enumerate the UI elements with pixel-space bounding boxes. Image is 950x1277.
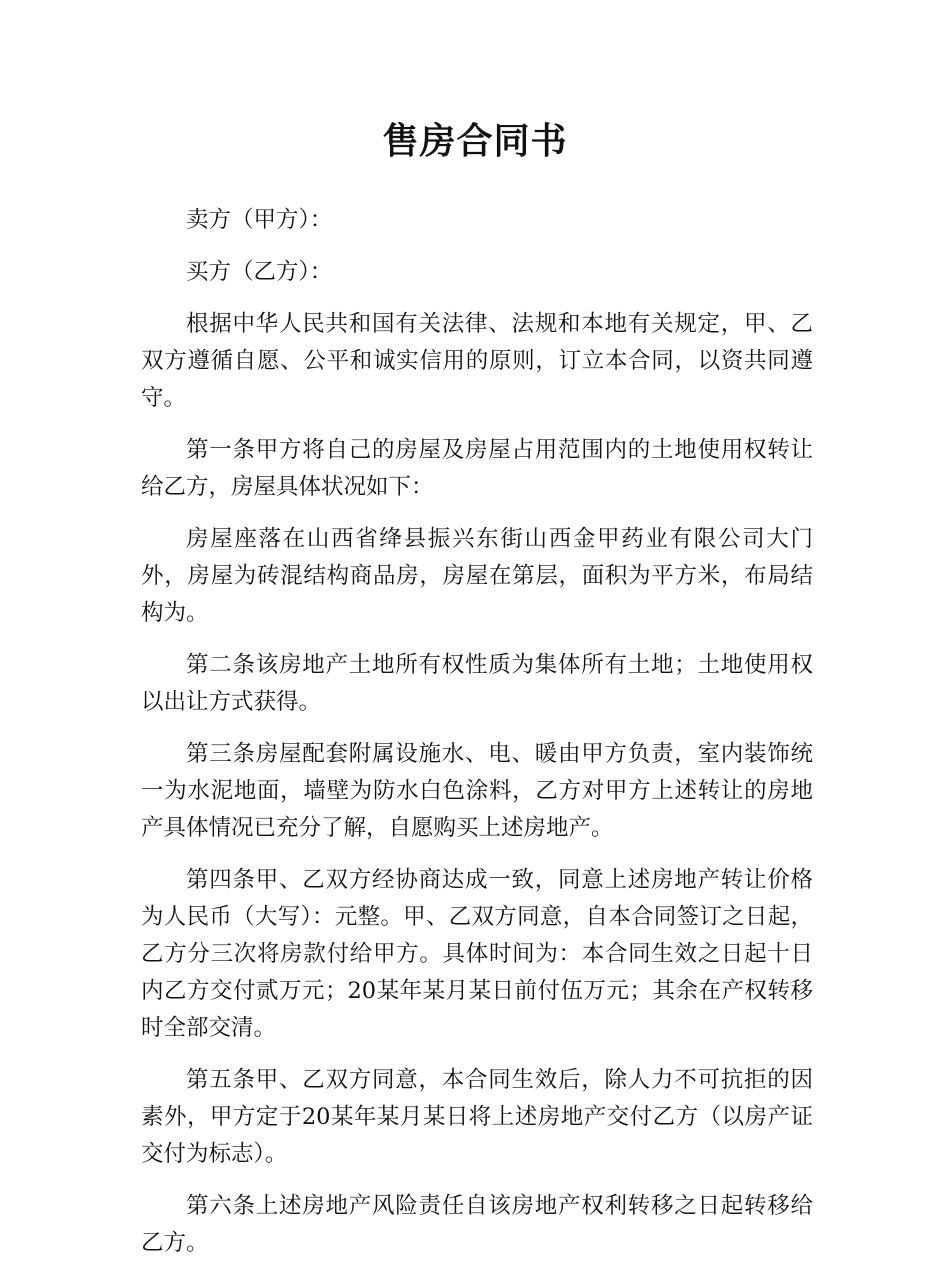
article-4-paragraph: 第四条甲、乙双方经协商达成一致，同意上述房地产转让价格为人民币（大写）：元整。甲、乙双方同意，自本合同签订之日起，乙方分三次将房款付给甲方。具体时间为：本合同生效之日起十日内乙方交付贰万元；20某年某月某日前付伍万元；其余在产权转移时全部交清。 (141, 867, 813, 1041)
buyer-line: 买方（乙方）： (186, 259, 333, 285)
document-title: 售房合同书 (382, 121, 568, 162)
property-location-paragraph: 房屋座落在山西省绛县振兴东街山西金甲药业有限公司大门外，房屋为砖混结构商品房，房屋在第层，面积为平方米，布局结构为。 (141, 526, 813, 626)
article-1-paragraph: 第一条甲方将自己的房屋及房屋占用范围内的土地使用权转让给乙方，房屋具体状况如下： (141, 437, 813, 500)
article-2-paragraph: 第二条该房地产土地所有权性质为集体所有土地；土地使用权以出让方式获得。 (141, 652, 813, 715)
seller-line: 卖方（甲方）： (186, 207, 333, 233)
article-6-paragraph: 第六条上述房地产风险责任自该房地产权利转移之日起转移给乙方。 (141, 1193, 813, 1256)
document-body (141, 202, 813, 1277)
article-3-paragraph: 第三条房屋配套附属设施水、电、暖由甲方负责，室内装饰统一为水泥地面，墙壁为防水白色涂料，乙方对甲方上述转让的房地产具体情况已充分了解，自愿购买上述房地产。 (141, 741, 813, 841)
article-5-paragraph: 第五条甲、乙双方同意，本合同生效后，除人力不可抗拒的因素外，甲方定于20某年某月某日将上述房地产交付乙方（以房产证交付为标志）。 (141, 1067, 813, 1167)
preamble-paragraph: 根据中华人民共和国有关法律、法规和本地有关规定，甲、乙双方遵循自愿、公平和诚实信用的原则，订立本合同，以资共同遵守。 (141, 311, 813, 411)
